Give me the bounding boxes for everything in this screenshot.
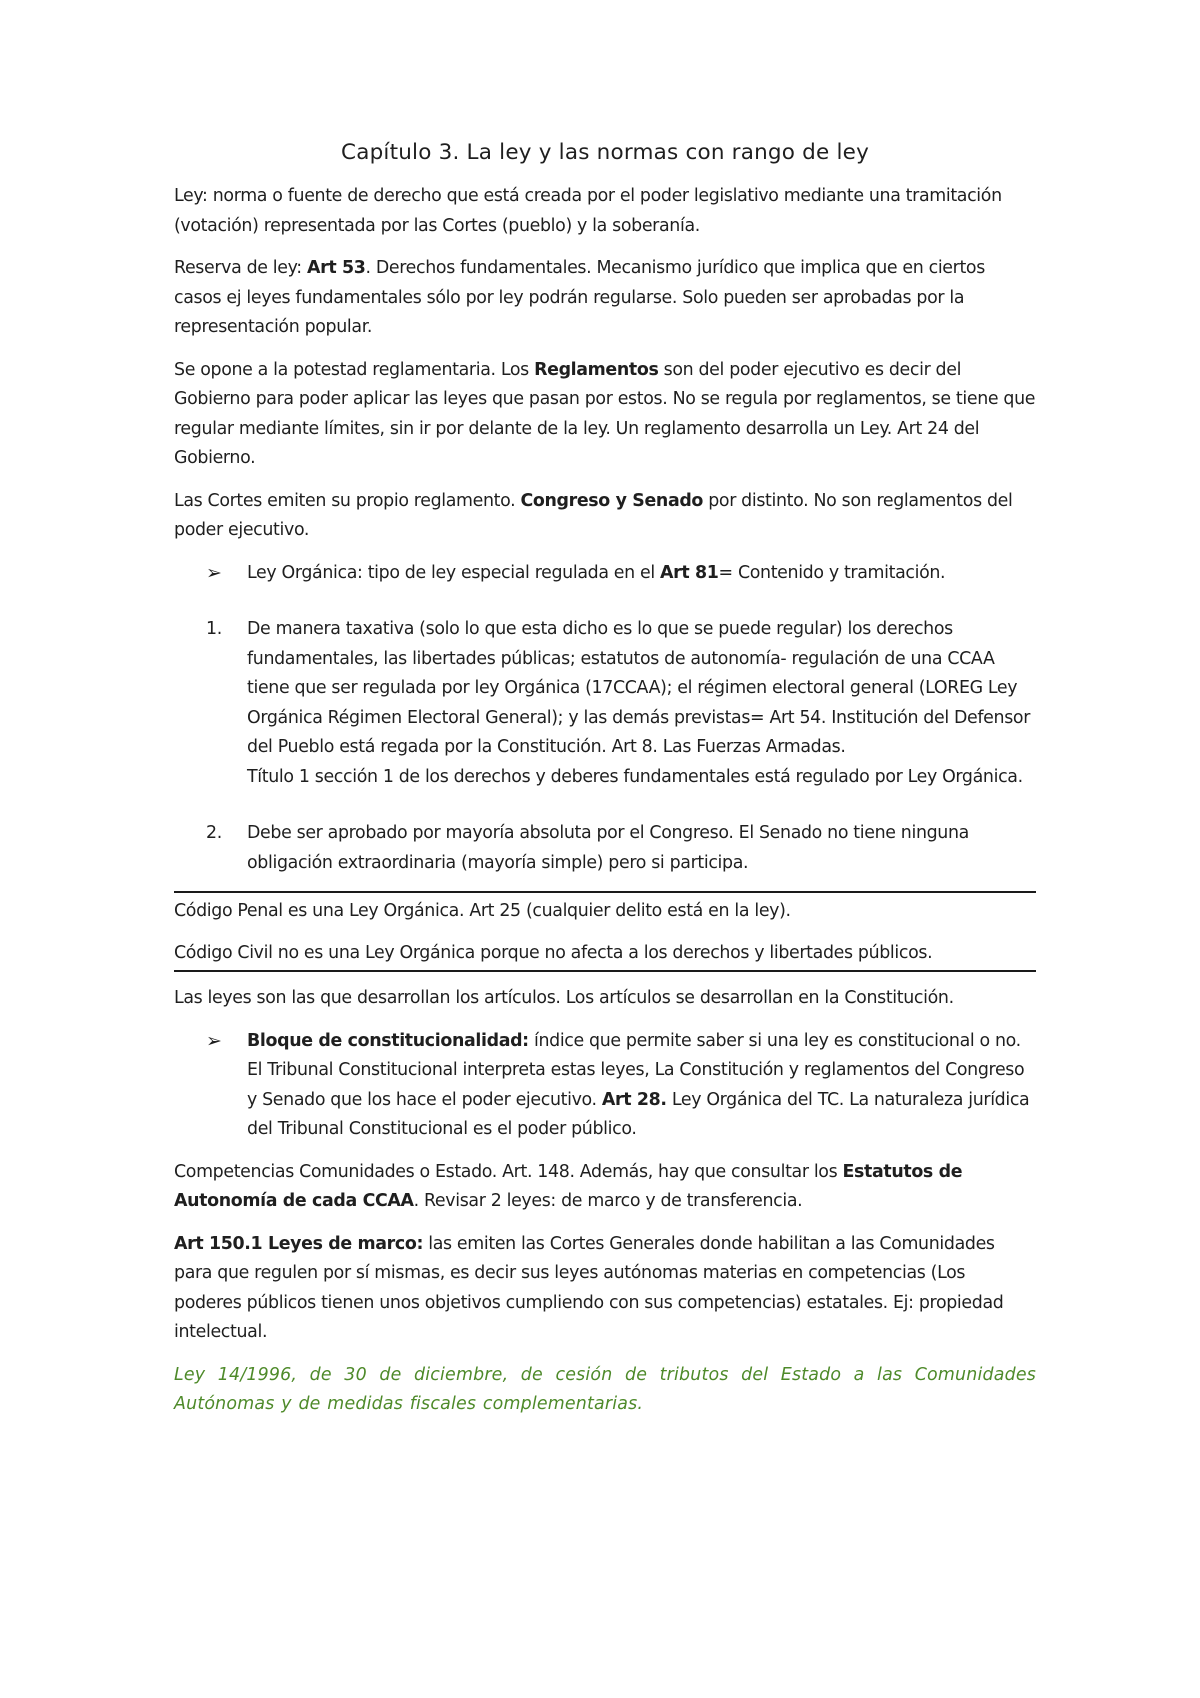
page-title: Capítulo 3. La ley y las normas con rango de ley [340, 140, 869, 165]
text-run: las emiten las Cortes Generales donde habilitan a las Comunidades para que regulen por sí mismas, es decir sus leyes autónomas materias en competencias (Los poderes públicos tienen unos objetivos cumpliendo con sus competencias) estatales. Ej: propiedad intelectual. [174, 1233, 1004, 1342]
bold-run: Art 150.1 Leyes de marco: [174, 1233, 424, 1254]
top-rule [174, 891, 1036, 893]
text-run: son del poder ejecutivo es decir del Gobierno para poder aplicar las leyes que pasan por estos. No se regula por reglamentos, se tiene que regular mediante límites, sin ir por delante de la ley. Un reglamento desarrolla un Ley. Art 24 del Gobierno. [174, 359, 1036, 468]
bullet-bloque-constitucionalidad [174, 1027, 1036, 1145]
text-run: . Revisar 2 leyes: de marco y de transferencia. [413, 1191, 803, 1211]
text-run: = Contenido y tramitación. [718, 562, 946, 583]
numbered-item-2 [174, 819, 1036, 878]
bold-run: Reglamentos [534, 359, 659, 380]
text-run: Competencias Comunidades o Estado. Art. 148. Además, hay que consultar los [174, 1161, 843, 1182]
codigo-civil-line: Código Civil no es una Ley Orgánica porque no afecta a los derechos y libertades públicos. [174, 942, 933, 963]
bold-run: Art 81 [660, 562, 719, 583]
text-run: Ley Orgánica del TC. La naturaleza jurídica del Tribunal Constitucional es el poder público. [247, 1089, 1030, 1139]
item-number: 2. [206, 823, 222, 843]
document-body [174, 138, 1036, 1433]
bullet-ley-organica [174, 559, 1036, 589]
item-text: Debe ser aprobado por mayoría absoluta por el Congreso. El Senado no tiene ninguna obligación extraordinaria (mayoría simple) pero si participa. [247, 823, 969, 873]
text-run: Las Cortes emiten su propio reglamento. [174, 490, 521, 511]
bold-run: Art 53 [307, 258, 366, 278]
text-run: Se opone a la potestad reglamentaria. Los [174, 359, 535, 380]
paragraph-leyes-articulos: Las leyes son las que desarrollan los artículos. Los artículos se desarrollan en la Constitución. [174, 988, 954, 1008]
text-run: Reserva de ley: [174, 258, 307, 278]
paragraph-reserva-de-ley [174, 254, 1036, 343]
arrow-bullet-icon: ➢ [206, 561, 222, 584]
green-law-reference: Ley 14/1996, de 30 de diciembre, de cesión de tributos del Estado a las Comunidades Autónomas y de medidas fiscales complementarias. [174, 1364, 1036, 1414]
item-text: Título 1 sección 1 de los derechos y deberes fundamentales está regulado por Ley Orgánica. [247, 766, 1023, 787]
paragraph-competencias [174, 1158, 1036, 1217]
codigo-penal-line: Código Penal es una Ley Orgánica. Art 25 (cualquier delito está en la ley). [174, 901, 791, 921]
item-number: 1. [206, 619, 222, 639]
paragraph-reglamentos [174, 356, 1036, 474]
paragraph-cortes [174, 487, 1036, 546]
text-run: índice que permite saber si una ley es constitucional o no. El Tribunal Constitucional interpreta estas leyes, La Constitución y reglamentos del Congreso y Senado que los hace el poder ejecutivo. [247, 1030, 1025, 1110]
numbered-item-1 [174, 615, 1036, 792]
text-run: por distinto. No son reglamentos del poder ejecutivo. [174, 490, 1013, 540]
paragraph-ley-definition: Ley: norma o fuente de derecho que está creada por el poder legislativo mediante una tramitación (votación) representada por las Cortes (pueblo) y la soberanía. [174, 186, 1002, 236]
bold-run: Congreso y Senado [520, 490, 704, 511]
bold-run: Bloque de constitucionalidad: [247, 1030, 529, 1051]
arrow-bullet-icon: ➢ [206, 1029, 222, 1052]
text-run: . Derechos fundamentales. Mecanismo jurídico que implica que en ciertos casos ej leyes fundamentales sólo por ley podrán regularse. Solo pueden ser aprobadas por la representación popular. [174, 258, 985, 337]
bold-run: Estatutos de Autonomía de cada CCAA [174, 1161, 963, 1211]
bold-run: Art 28. [601, 1089, 667, 1110]
text-run: Ley Orgánica: tipo de ley especial regulada en el [247, 562, 661, 583]
item-text: De manera taxativa (solo lo que esta dicho es lo que se puede regular) los derechos fundamentales, las libertades públicas; estatutos de autonomía- regulación de una CCAA tiene que ser regulada por ley Orgánica (17CCAA); el régimen electoral general (LOREG Ley Orgánica Régimen Electoral General); y las demás previstas= Art 54. Institución del Defensor del Pueblo está regada por la Constitución. Art 8. Las Fuerzas Armadas. [247, 619, 1030, 757]
paragraph-leyes-de-marco [174, 1230, 1036, 1348]
bottom-rule [174, 970, 1036, 972]
